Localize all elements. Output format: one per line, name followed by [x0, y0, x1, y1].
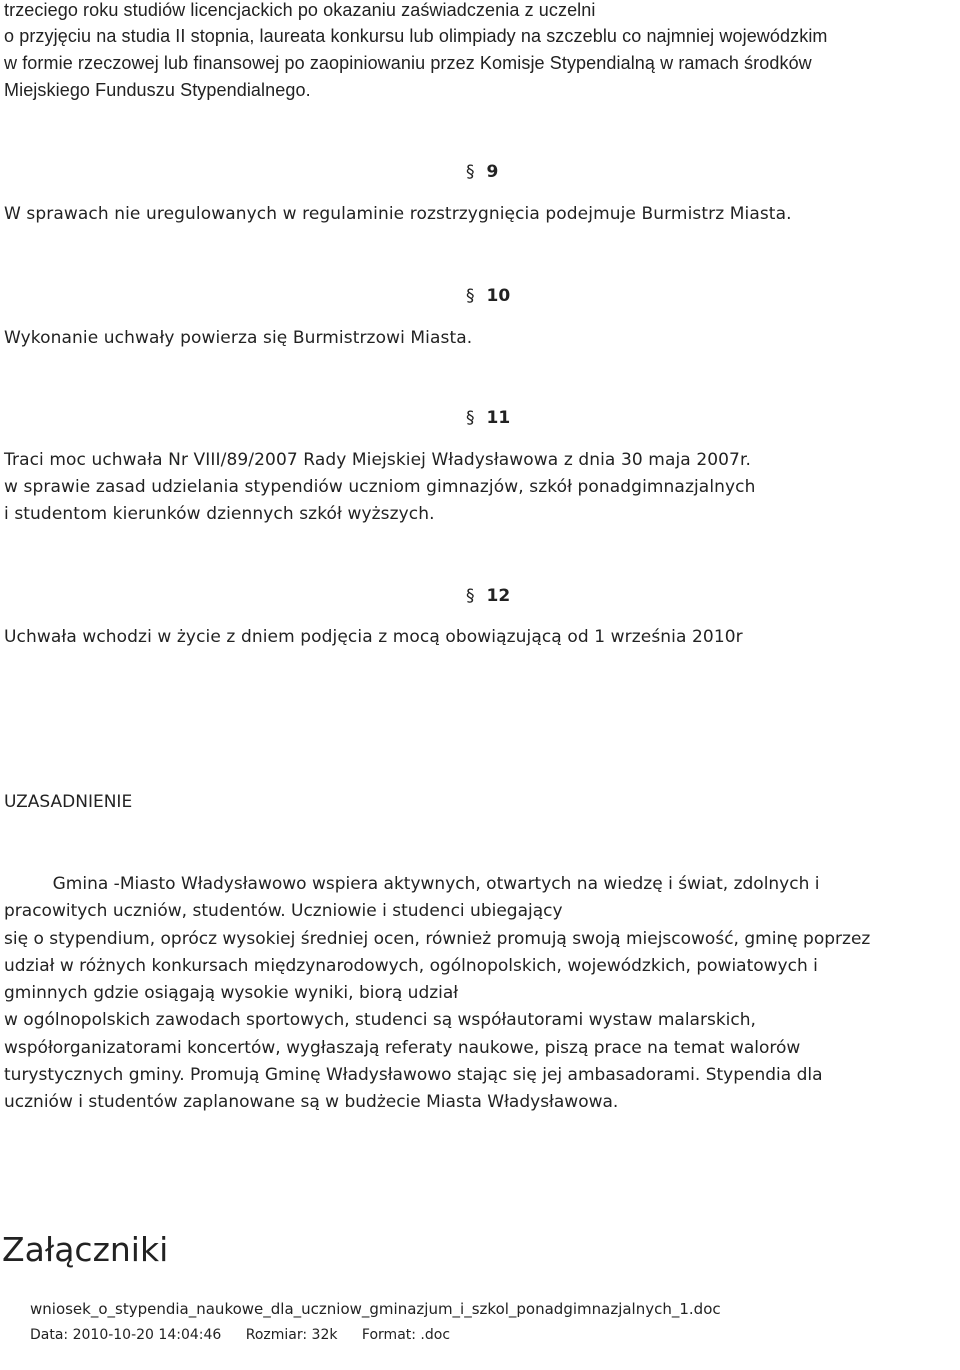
section-11-line-1: Traci moc uchwała Nr VIII/89/2007 Rady Miejskiej Władysławowa z dnia 30 maja 2007r. [4, 450, 752, 470]
section-9-text: W sprawach nie uregulowanych w regulaminie rozstrzygnięcia podejmuje Burmistrz Miasta. [4, 204, 792, 224]
section-12-text: Uchwała wchodzi w życie z dniem podjęcia z mocą obowiązującą od 1 września 2010r [4, 627, 743, 647]
section-mark: § [466, 408, 475, 428]
justification-line: gminnych gdzie osiągają wysokie wyniki, biorą udział [4, 983, 459, 1004]
justification-line: współorganizatorami koncertów, wygłaszają referaty naukowe, piszą prace na temat walorów [4, 1037, 801, 1058]
justification-paragraph [4, 871, 944, 1117]
attachment-date: Data: 2010-10-20 14:04:46 [30, 1327, 222, 1343]
justification-line: Gmina -Miasto Władysławowo wspiera aktywnych, otwartych na wiedzę i świat, zdolnych i [4, 874, 820, 894]
justification-line: udział w różnych konkursach międzynarodowych, ogólnopolskich, wojewódzkich, powiatowych i [4, 955, 818, 976]
attachments-title: Załączniki [2, 1230, 169, 1269]
section-9-heading [466, 162, 498, 182]
intro-line-1: trzeciego roku studiów licencjackich po okazaniu zaświadczenia z uczelni [4, 0, 596, 20]
intro-line-4: Miejskiego Funduszu Stypendialnego. [4, 80, 311, 100]
intro-line-3: w formie rzeczowej lub finansowej po zaopiniowaniu przez Komisje Stypendialną w ramach środków [4, 53, 812, 73]
section-number: 11 [486, 408, 511, 428]
section-11-line-2: w sprawie zasad udzielania stypendiów uczniom gimnazjów, szkół ponadgimnazjalnych [4, 477, 756, 497]
attachment-meta [30, 1327, 470, 1343]
justification-line: pracowitych uczniów, studentów. Uczniowie i studenci ubiegający [4, 901, 563, 922]
section-12-heading [466, 586, 510, 606]
section-mark: § [466, 162, 475, 182]
section-mark: § [466, 286, 475, 306]
justification-line: uczniów i studentów zaplanowane są w budżecie Miasta Władysławowa. [4, 1092, 619, 1113]
section-10-heading [466, 286, 510, 306]
justification-line: turystycznych gminy. Promują Gminę Władysławowo stając się jej ambasadorami. Stypendia dla [4, 1065, 823, 1086]
section-number: 10 [486, 286, 511, 306]
section-11-line-3: i studentom kierunków dziennych szkół wyższych. [4, 504, 435, 524]
section-11-heading [466, 408, 510, 428]
attachment-file-link[interactable]: wniosek_o_stypendia_naukowe_dla_uczniow_gminazjum_i_szkol_ponadgimnazjalnych_1.doc [30, 1300, 721, 1318]
section-number: 9 [486, 162, 499, 182]
section-number: 12 [486, 586, 511, 606]
justification-heading: UZASADNIENIE [4, 792, 133, 812]
section-mark: § [466, 586, 475, 606]
justification-line: w ogólnopolskich zawodach sportowych, studenci są współautorami wystaw malarskich, [4, 1010, 756, 1031]
intro-line-2: o przyjęciu na studia II stopnia, laureata konkursu lub olimpiady na szczeblu co najmniej wojewódzkim [4, 26, 828, 46]
attachment-format: Format: .doc [361, 1327, 451, 1343]
section-10-text: Wykonanie uchwały powierza się Burmistrzowi Miasta. [4, 328, 473, 348]
justification-line: się o stypendium, oprócz wysokiej średniej ocen, również promują swoją miejscowość, gminę poprzez [4, 928, 871, 949]
attachment-size: Rozmiar: 32k [245, 1327, 338, 1343]
